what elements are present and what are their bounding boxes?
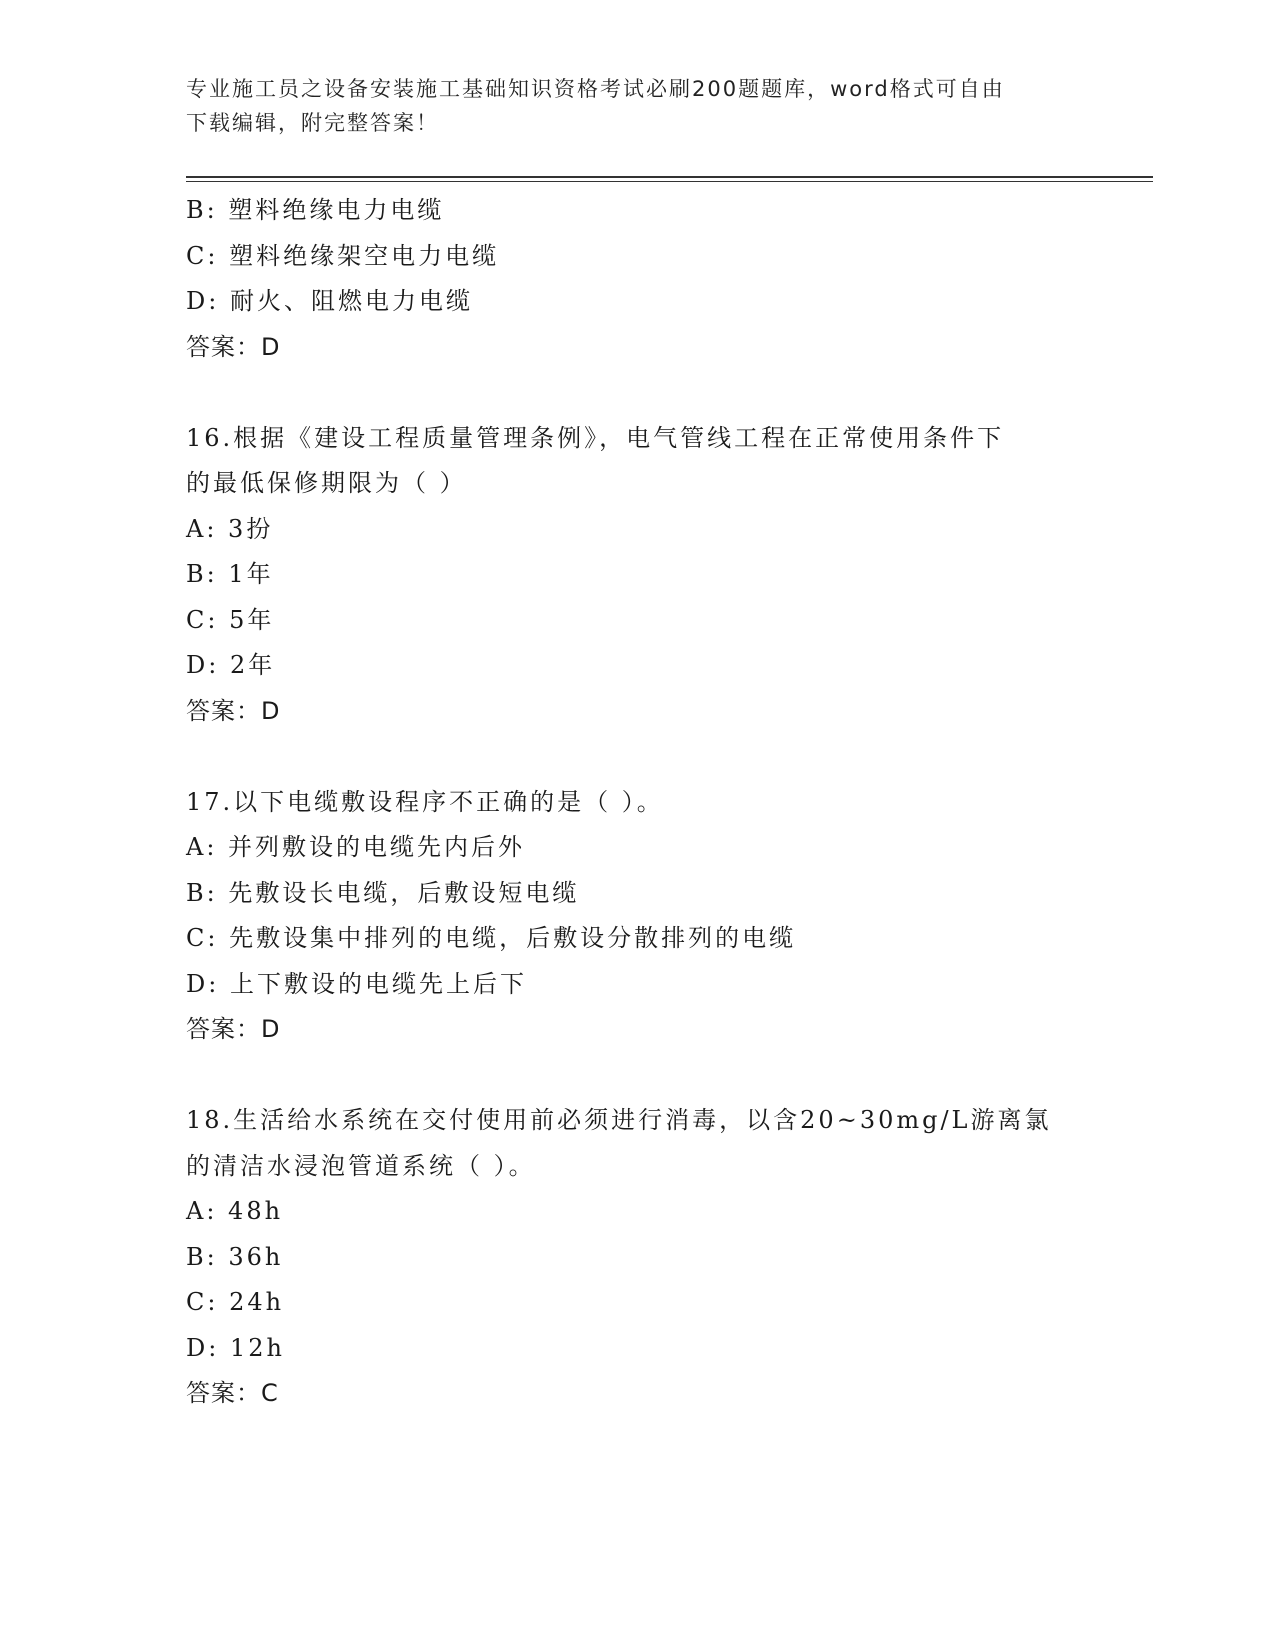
option-c: C: 塑料绝缘架空电力电缆 [186,241,500,270]
option-d: D: 2年 [186,651,276,679]
option-c: C: 5年 [186,605,275,634]
option-d: D: 耐火、阻燃电力电缆 [186,287,473,315]
question-16 [186,416,1086,735]
option-c: C: 24h [186,1288,285,1316]
question-stem: 17.以下电缆敷设程序不正确的是（ ）。 [186,787,664,816]
header-line-2: 下载编辑，附完整答案！ [186,111,439,135]
answer: 答案：D [186,1015,281,1043]
option-b: B: 1年 [186,560,274,588]
question-stem: 16.根据《建设工程质量管理条例》，电气管线工程在正常使用条件下 [186,423,1005,452]
option-b: B: 先敷设长电缆，后敷设短电缆 [186,878,580,907]
spacer [186,370,1086,416]
spacer [186,1053,1086,1099]
option-c: C: 先敷设集中排列的电缆，后敷设分散排列的电缆 [186,924,797,952]
answer: 答案：C [186,1379,279,1407]
option-a: A: 48h [186,1197,284,1225]
option-d: D: 12h [186,1333,285,1362]
spacer [186,734,1086,780]
answer: 答案：D [186,696,281,725]
option-b: B: 塑料绝缘电力电缆 [186,196,445,224]
answer: 答案：D [186,332,281,361]
question-stem: 的清洁水浸泡管道系统（ ）。 [186,1151,536,1180]
question-15-tail [186,188,1086,370]
question-list [186,188,1086,1417]
option-b: B: 36h [186,1242,284,1271]
header-line-1: 专业施工员之设备安装施工基础知识资格考试必刷200题题库，word格式可自由 [186,77,1005,101]
header-divider [186,176,1153,178]
header-divider-thin [186,181,1153,182]
document-header [186,72,1066,140]
question-stem: 18.生活给水系统在交付使用前必须进行消毒，以含20~30mg/L游离氯 [186,1106,1052,1134]
question-18 [186,1098,1086,1417]
question-stem: 的最低保修期限为（ ） [186,469,467,497]
question-17 [186,780,1086,1053]
option-a: A: 3扮 [186,514,274,543]
option-a: A: 并列敷设的电缆先内后外 [186,833,526,861]
option-d: D: 上下敷设的电缆先上后下 [186,969,527,998]
